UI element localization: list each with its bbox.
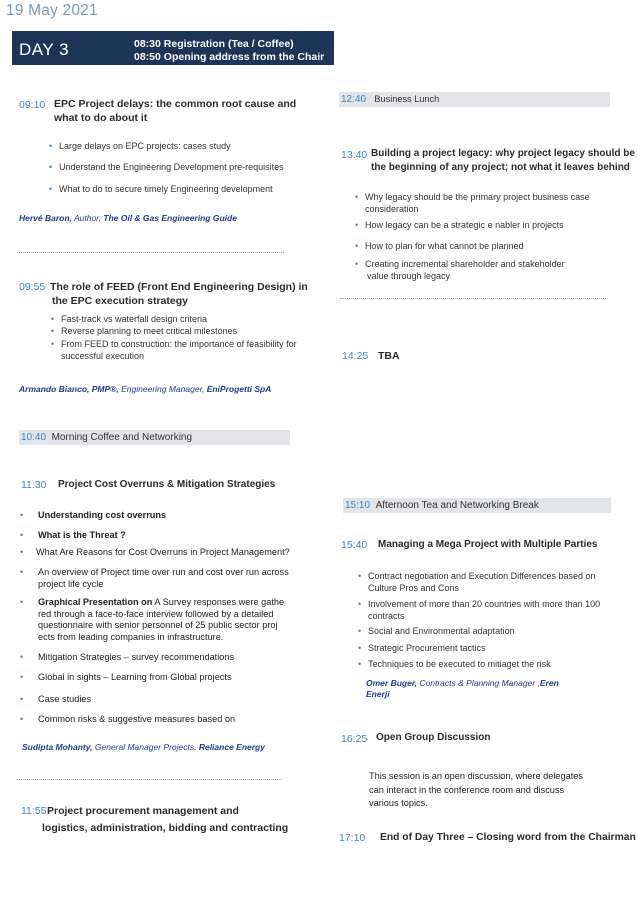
day-header xyxy=(12,31,334,65)
section-divider xyxy=(340,298,606,299)
description-line-3: various topics. xyxy=(369,798,428,808)
speaker-org: Reliance Energy xyxy=(198,742,265,752)
session-1540-bullet: Techniques to be executed to mitiaget the risk xyxy=(368,659,551,669)
break-label: Afternoon Tea and Networking Break xyxy=(375,500,539,511)
session-1625-description xyxy=(369,770,583,811)
session-0955-bullet: Fast-track vs waterfall design criteria xyxy=(61,314,208,324)
bullet-line-2: consideration xyxy=(365,203,419,214)
bullet-line-1: Why legacy should be the primary project business case xyxy=(365,192,590,202)
session-1340-bullet xyxy=(365,192,590,215)
session-1130-bullet: What is the Threat ? xyxy=(38,530,126,540)
speaker-org: Eren xyxy=(539,678,559,688)
session-0910-title-line-1: EPC Project delays: the common root cause and xyxy=(54,98,297,110)
session-1540-title: Managing a Mega Project with Multiple Parties xyxy=(378,539,598,550)
session-0955-bullet xyxy=(61,339,297,362)
bullet-icon: • xyxy=(358,571,362,581)
session-1155-title-line-2: logistics, administration, bidding and contracting xyxy=(42,822,289,834)
session-0910-bullet: Understand the Engineering Development pre-requisites xyxy=(59,162,284,172)
session-0910-time: 09:10 xyxy=(19,99,46,111)
session-1130-speaker xyxy=(22,742,265,752)
section-divider xyxy=(19,252,284,253)
bullet-icon: • xyxy=(20,714,24,724)
session-1130-bullet: Common risks & suggestive measures based on xyxy=(38,714,236,724)
break-morning-coffee xyxy=(19,430,290,445)
session-1130-bullet: What Are Reasons for Cost Overruns in Project Management? xyxy=(36,547,290,557)
session-1130-bullet xyxy=(38,597,284,643)
session-1340-bullet: How legacy can be a strategic e nabler in projects xyxy=(365,220,564,230)
bullet-line-2: project life cycle xyxy=(38,578,104,589)
session-1130-time: 11:30 xyxy=(21,479,47,491)
bullet-icon: • xyxy=(355,220,359,230)
session-0910-speaker xyxy=(19,213,237,223)
session-1340-time: 13:40 xyxy=(341,149,368,161)
speaker-name: Omer Buger, xyxy=(366,678,418,688)
session-0955-title xyxy=(50,280,308,308)
bullet-icon: • xyxy=(20,694,24,704)
day-header-line-1: 08:30 Registration (Tea / Coffee) xyxy=(134,38,294,50)
bullet-icon: • xyxy=(358,659,362,669)
session-0955-speaker xyxy=(19,384,271,394)
break-label: Business Lunch xyxy=(374,94,440,104)
speaker-name: Sudipta Mohanty, xyxy=(22,742,93,752)
break-time: 12:40 xyxy=(341,94,367,105)
session-0910-title xyxy=(54,97,296,125)
session-1710-title: End of Day Three – Closing word from the Chairman xyxy=(380,832,636,843)
bullet-line-1: An overview of Project time over run and cost over run across xyxy=(38,567,289,577)
bullet-line-2: red through a face-to-face interview followed by a detailed xyxy=(38,608,274,619)
session-1130-bullet xyxy=(38,567,289,590)
session-1425-time: 14:25 xyxy=(342,350,369,362)
session-0955-time: 09:55 xyxy=(19,281,46,293)
bullet-line-2: Culture Pros and Cons xyxy=(368,582,460,593)
bullet-line-2: contracts xyxy=(368,610,405,621)
session-1130-bullet: Case studies xyxy=(38,694,92,704)
bullet-icon: • xyxy=(358,643,362,653)
session-1155-title-line-1: Project procurement management and xyxy=(47,805,239,817)
session-1540-speaker xyxy=(366,678,559,700)
day-header-line-2: 08:50 Opening address from the Chair xyxy=(134,51,325,63)
bullet-line-1: Involvement of more than 20 countries with more than 100 xyxy=(368,599,601,609)
session-1155-title xyxy=(42,803,289,837)
speaker-org-cont: Enerji xyxy=(366,689,390,699)
bullet-line-3: questionnaire with senior personnel of 25 public sector proj xyxy=(38,620,278,630)
session-1340-bullet xyxy=(365,259,565,282)
session-1130-bullet: Global in sights – Learning from Global projects xyxy=(38,672,232,682)
bullet-icon: • xyxy=(20,530,24,540)
bullet-icon: • xyxy=(20,672,24,682)
session-0955-title-line-1: The role of FEED (Front End Engineering Design) in xyxy=(50,281,308,293)
session-1540-bullet xyxy=(368,571,595,594)
event-date: 19 May 2021 xyxy=(6,2,98,19)
bullet-icon: • xyxy=(358,626,362,636)
session-1130-title: Project Cost Overruns & Mitigation Strategies xyxy=(58,479,276,490)
break-afternoon-tea xyxy=(343,498,611,513)
session-1340-title-line-2: the beginning of any project; not what it leaves behind xyxy=(371,162,630,173)
speaker-role: General Manager Projects, xyxy=(92,742,199,752)
break-business-lunch xyxy=(339,92,610,107)
session-0910-title-line-2: what to do about it xyxy=(54,112,148,124)
speaker-role: Engineering Manager, xyxy=(118,384,207,394)
session-1155-time: 11:55 xyxy=(21,805,47,817)
bullet-line-1: Creating incremental shareholder and stakeholder xyxy=(365,259,565,269)
session-1625-title: Open Group Discussion xyxy=(376,732,491,743)
bullet-icon: • xyxy=(20,567,24,577)
speaker-org: EniProgetti SpA xyxy=(206,384,272,394)
session-0910-bullet: What to do to secure timely Engineering development xyxy=(59,184,273,194)
speaker-org: The Oil & Gas Engineering Guide xyxy=(103,213,237,223)
session-1425-title: TBA xyxy=(378,350,400,362)
bullet-line-1: Contract negotiation and Execution Differences based on xyxy=(368,571,596,581)
session-0955-title-line-2: the EPC execution strategy xyxy=(52,295,188,307)
bullet-bold-lead: Graphical Presentation on xyxy=(38,597,153,607)
bullet-icon: • xyxy=(20,652,24,662)
speaker-role: Author, xyxy=(71,213,104,223)
session-1540-bullet xyxy=(368,599,600,622)
session-1130-bullet: Mitigation Strategies – survey recommendations xyxy=(38,652,235,662)
bullet-line-1: From FEED to construction: the importance of feasibility for xyxy=(61,339,297,349)
break-time: 10:40 xyxy=(21,432,47,443)
bullet-icon: • xyxy=(49,184,53,194)
section-divider xyxy=(17,779,282,780)
session-0955-bullet: Reverse planning to meet critical milestones xyxy=(61,326,238,336)
bullet-icon: • xyxy=(20,547,24,557)
session-1340-title-line-1: Building a project legacy: why project legacy should be xyxy=(371,148,635,159)
bullet-line-4: ects from leading companies in infrastructure. xyxy=(38,631,224,642)
session-1540-time: 15:40 xyxy=(341,539,368,551)
speaker-name: Hervé Baron, xyxy=(19,213,72,223)
description-line-1: This session is an open discussion, where delegates xyxy=(369,771,583,781)
bullet-icon: • xyxy=(358,599,362,609)
session-0910-bullet: Large delays on EPC projects: cases study xyxy=(59,141,231,151)
session-1540-bullet: Strategic Procurement tactics xyxy=(368,643,486,653)
description-line-2: can interact in the conference room and discuss xyxy=(369,784,565,795)
bullet-icon: • xyxy=(49,141,53,151)
session-1540-bullet: Social and Environmental adaptation xyxy=(368,626,515,636)
speaker-role: Contracts & Planning Manager , xyxy=(417,678,540,688)
bullet-icon: • xyxy=(20,597,24,607)
bullet-icon: • xyxy=(51,314,55,324)
bullet-icon: • xyxy=(20,510,24,520)
break-label: Morning Coffee and Networking xyxy=(51,432,193,443)
session-1130-bullet: Understanding cost overruns xyxy=(38,510,167,520)
speaker-name: Armando Bianco, PMP®, xyxy=(19,384,119,394)
bullet-icon: • xyxy=(51,326,55,336)
bullet-icon: • xyxy=(355,192,359,202)
break-time: 15:10 xyxy=(345,500,371,511)
session-1340-bullet: How to plan for what cannot be planned xyxy=(365,241,524,251)
bullet-line-2: successful execution xyxy=(61,350,145,361)
day-label: DAY 3 xyxy=(19,40,70,59)
bullet-line-2: value through legacy xyxy=(367,270,451,281)
session-1340-title xyxy=(371,147,635,175)
bullet-icon: • xyxy=(49,162,53,172)
bullet-icon: • xyxy=(355,259,359,269)
bullet-line-1: A Survey responses were gathe xyxy=(152,597,285,607)
session-1625-time: 16:25 xyxy=(341,733,368,745)
bullet-icon: • xyxy=(51,339,55,349)
session-1710-time: 17:10 xyxy=(339,832,366,844)
bullet-icon: • xyxy=(355,241,359,251)
